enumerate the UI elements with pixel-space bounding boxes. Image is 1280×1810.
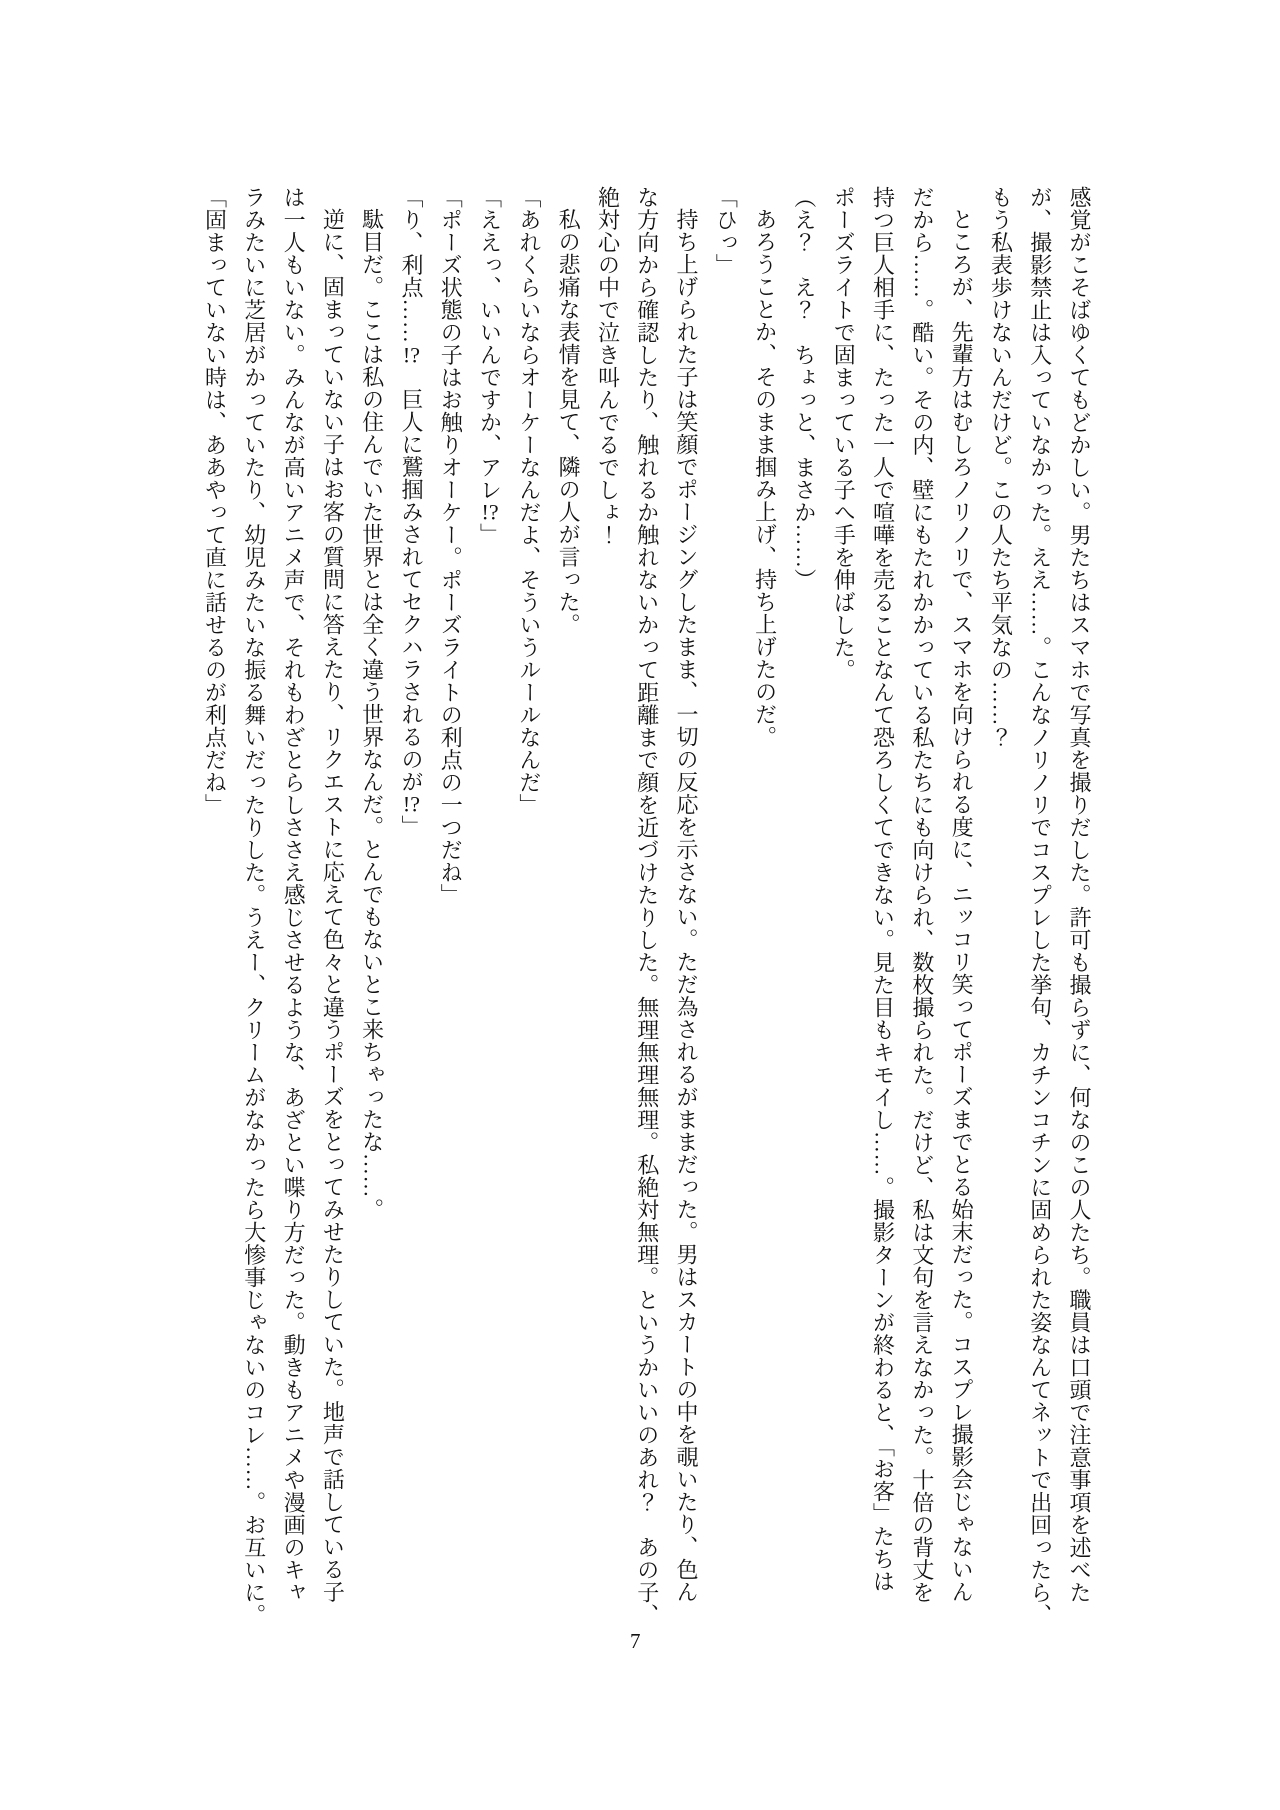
exclamation-question-tcy: !? bbox=[402, 793, 420, 815]
text-line: 「ええっ、いいんですか、アレ!?」 bbox=[477, 186, 503, 546]
text-line: もう私表歩けないんだけど。この人たち平気なの……？ bbox=[988, 186, 1014, 749]
exclamation-question-tcy: !? bbox=[402, 343, 420, 366]
vertical-text-block bbox=[195, 186, 1099, 1656]
page-number: 7 bbox=[630, 1629, 641, 1653]
text-line: 「ポーズ状態の子はお触りオーケー。ポーズライトの利点の一つだね」 bbox=[438, 186, 464, 906]
text-line: 「り、利点……!? 巨人に鷲掴みされてセクハラされるのが!?」 bbox=[398, 186, 424, 838]
text-line: だから……。酷い。その内、壁にもたれかかっている私たちにも向けられ、数枚撮られた。だけど、私は文句を言えなかった。十倍の背丈を bbox=[909, 186, 935, 1604]
text-line: 「あれくらいならオーケーなんだよ、そういうルールなんだ」 bbox=[516, 186, 542, 816]
text-line: 逆に、固まっていない子はお客の質問に答えたり、リクエストに応えて色々と違うポーズをとってみせたりしていた。地声で話している子 bbox=[320, 208, 346, 1603]
text-line: 駄目だ。ここは私の住んでいた世界とは全く違う世界なんだ。とんでもないとこ来ちゃったな……。 bbox=[359, 208, 385, 1221]
text-line: な方向から確認したり、触れるか触れないかって距離まで顔を近づけたりした。無理無理無理。私絶対無理。というかいいのあれ？ あの子、 bbox=[634, 186, 660, 1626]
text-line: （え？ え？ ちょっと、まさか……） bbox=[791, 186, 817, 591]
text-line: 「固まっていない時は、ああやって直に話せるのが利点だね」 bbox=[202, 186, 228, 816]
text-line: 感覚がこそばゆくてもどかしい。男たちはスマホで写真を撮りだした。許可も撮らずに、何なのこの人たち。職員は口頭で注意事項を述べた bbox=[1067, 186, 1092, 1604]
text-line: は一人もいない。みんなが高いアニメ声で、それもわざとらしささえ感じさせるような、あざとい喋り方だった。動きもアニメや漫画のキャ bbox=[281, 186, 307, 1604]
text-line: ところが、先輩方はむしろノリノリで、スマホを向けられる度に、ニッコリ笑ってポーズまでとる始末だった。コスプレ撮影会じゃないん bbox=[949, 208, 975, 1603]
text-line: ポーズライトで固まっている子へ手を伸ばした。 bbox=[831, 186, 857, 681]
text-line: 私の悲痛な表情を見て、隣の人が言った。 bbox=[556, 208, 582, 636]
text-line: あろうことか、そのまま掴み上げ、持ち上げたのだ。 bbox=[752, 208, 778, 748]
text-line: 持つ巨人相手に、たった一人で喧嘩を売ることなんて恐ろしくてできない。見た目もキモイし……。撮影ターンが終わると、「お客」たちは bbox=[870, 186, 896, 1593]
text-line: 「ひっ」 bbox=[713, 186, 739, 276]
text-line: が、撮影禁止は入っていなかった。ええ……。こんなノリノリでコスプレした挙句、カチンコチンに固められた姿なんてネットで出回ったら、 bbox=[1027, 186, 1053, 1626]
text-line: 持ち上げられた子は笑顔でポージングしたまま、一切の反応を示さない。ただ為されるがままだった。男はスカートの中を覗いたり、色ん bbox=[674, 208, 700, 1603]
text-line: ラみたいに芝居がかっていたり、幼児みたいな振る舞いだったりした。うえー、クリームがなかったら大惨事じゃないのコレ……。お互いに。 bbox=[241, 186, 267, 1626]
text-line: 絶対心の中で泣き叫んでるでしょ！ bbox=[595, 186, 621, 546]
exclamation-question-tcy: !? bbox=[481, 501, 499, 523]
